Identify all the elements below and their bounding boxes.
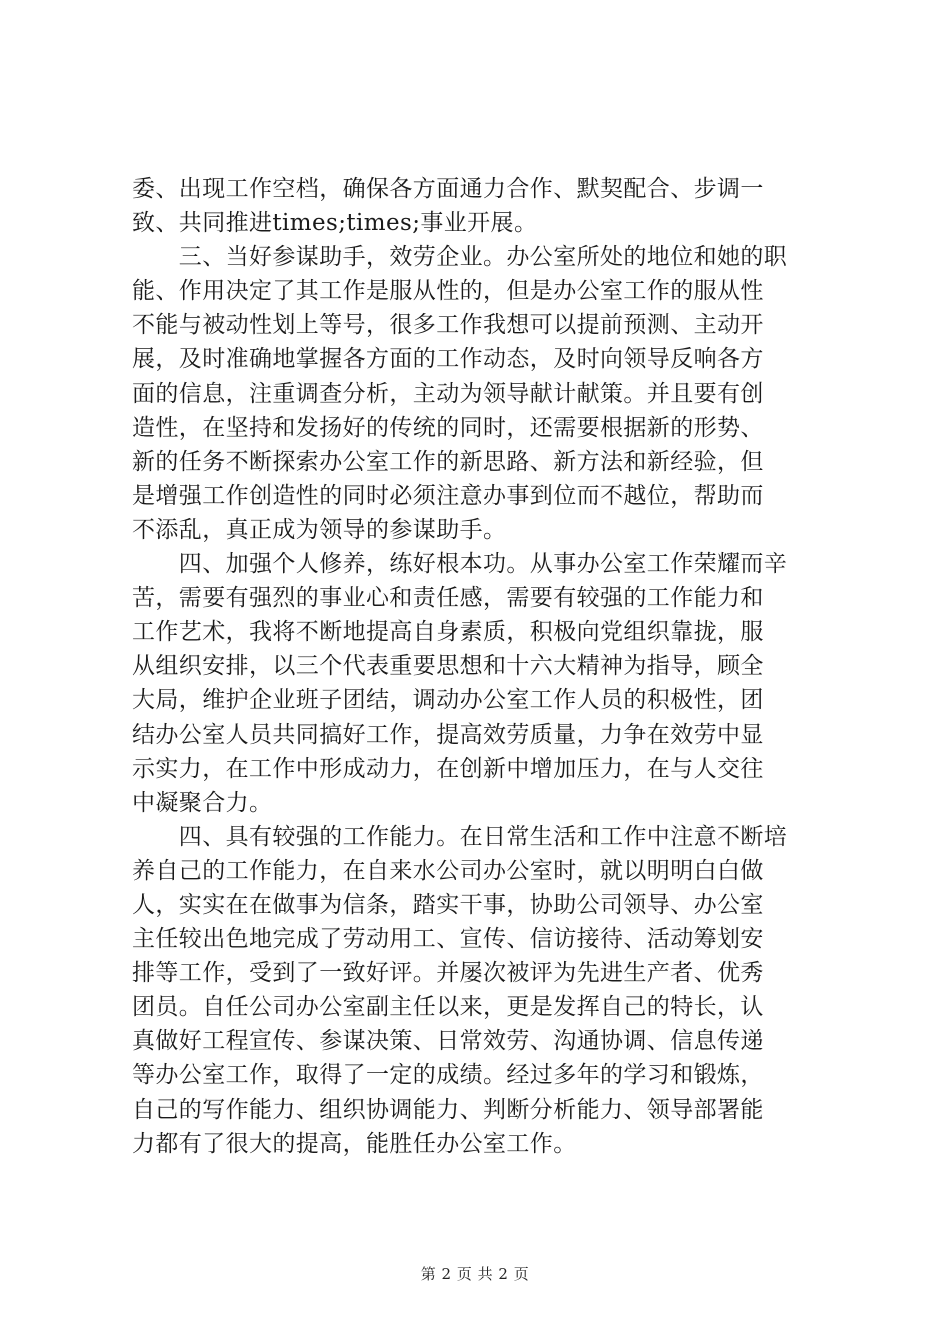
text-line: 是增强工作创造性的同时必须注意办事到位而不越位，帮助而 <box>132 482 764 509</box>
text-line: 主任较出色地完成了劳动用工、宣传、信访接待、活动筹划安 <box>132 926 764 953</box>
text-line: 排等工作，受到了一致好评。并屡次被评为先进生产者、优秀 <box>132 960 764 987</box>
text-line: 真做好工程宣传、参谋决策、日常效劳、沟通协调、信息传递 <box>132 1028 764 1055</box>
text-line: 自己的写作能力、组织协调能力、判断分析能力、领导部署能 <box>132 1096 764 1123</box>
text-line: 结办公室人员共同搞好工作，提高效劳质量，力争在效劳中显 <box>132 721 764 748</box>
text-line: 能、作用决定了其工作是服从性的，但是办公室工作的服从性 <box>132 278 764 305</box>
text-line: 三、当好参谋助手，效劳企业。办公室所处的地位和她的职 <box>132 244 788 271</box>
text-line: 苦，需要有强烈的事业心和责任感，需要有较强的工作能力和 <box>132 585 764 612</box>
text-line: 四、加强个人修养，练好根本功。从事办公室工作荣耀而辛 <box>132 551 788 578</box>
text-line: 养自己的工作能力，在自来水公司办公室时，就以明明白白做 <box>132 857 764 884</box>
text-line: 委、出现工作空档，确保各方面通力合作、默契配合、步调一 <box>132 176 764 202</box>
text-line: 大局，维护企业班子团结，调动办公室工作人员的积极性，团 <box>132 687 764 714</box>
text-line: 等办公室工作，取得了一定的成绩。经过多年的学习和锻炼， <box>132 1062 764 1089</box>
text-line: 面的信息，注重调查分析，主动为领导献计献策。并且要有创 <box>132 380 764 407</box>
text-line: 不添乱，真正成为领导的参谋助手。 <box>132 516 507 543</box>
text-line: 造性，在坚持和发扬好的传统的同时，还需要根据新的形势、 <box>132 414 764 441</box>
text-line: 团员。自任公司办公室副主任以来，更是发挥自己的特长，认 <box>132 994 764 1021</box>
text-line: 人，实实在在做事为信条，踏实干事，协助公司领导、办公室 <box>132 891 764 918</box>
text-line: 从组织安排，以三个代表重要思想和十六大精神为指导，顾全 <box>132 653 764 680</box>
text-line: 不能与被动性划上等号，很多工作我想可以提前预测、主动开 <box>132 312 764 339</box>
text-line: 力都有了很大的提高，能胜任办公室工作。 <box>132 1130 577 1157</box>
page-footer: 第 2 页 共 2 页 <box>420 1265 530 1283</box>
text-line: 四、具有较强的工作能力。在日常生活和工作中注意不断培 <box>132 823 788 850</box>
text-line: 致、共同推进times;times;事业开展。 <box>132 210 538 237</box>
text-line: 展，及时准确地掌握各方面的工作动态，及时向领导反响各方 <box>132 346 764 373</box>
text-line: 中凝聚合力。 <box>132 789 273 816</box>
text-line: 工作艺术，我将不断地提高自身素质，积极向党组织靠拢，服 <box>132 619 764 646</box>
body-text <box>132 172 822 1161</box>
text-line: 示实力，在工作中形成动力，在创新中增加压力，在与人交往 <box>132 755 764 782</box>
text-line: 新的任务不断探索办公室工作的新思路、新方法和新经验，但 <box>132 448 764 475</box>
